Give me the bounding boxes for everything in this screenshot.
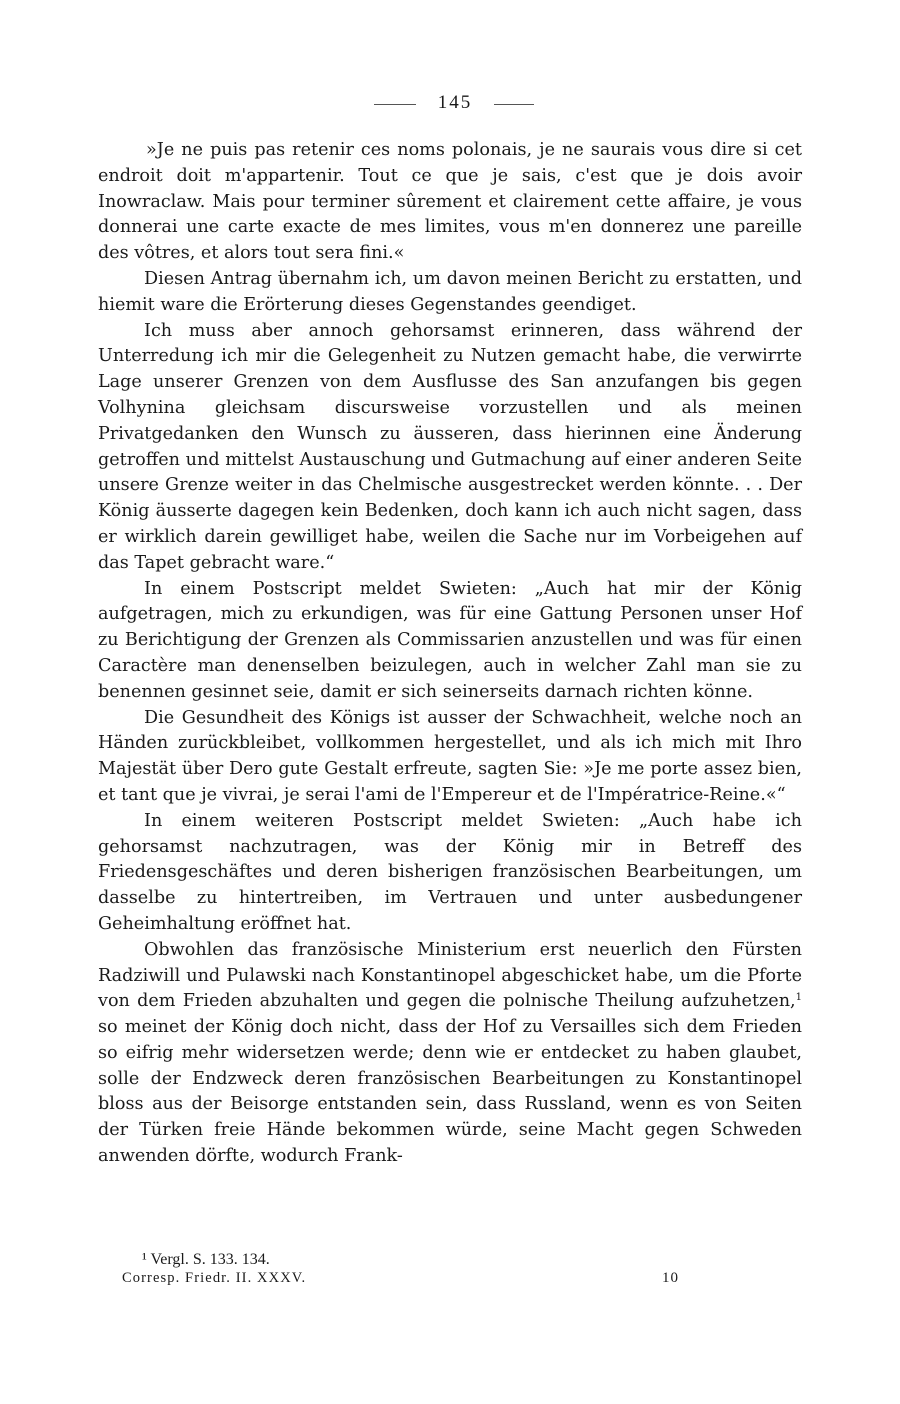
paragraph-postscript-1: In einem Postscript meldet Swieten: „Auch hat mir der König aufgetragen, mich zu erkundigen, was für eine Gattung Personen unser Hof zu Berichtigung der Grenzen als Commissarien anzustellen und was für einen Caractère man denenselben beizulegen, auch in welcher Zahl man sie zu benennen gesinnet seie, damit er sich seinerseits darnach richten könne. xyxy=(98,578,802,702)
sheet-number: 10 xyxy=(662,1270,679,1286)
page-number: 145 xyxy=(437,92,473,113)
paragraph-obwohlen xyxy=(98,938,802,1170)
body-text xyxy=(98,138,802,1170)
footnote: ¹ Vergl. S. 133. 134. xyxy=(142,1251,270,1268)
paragraph-obwohlen-text-a: Obwohlen das französische Ministerium erst neuerlich den Fürsten Radziwill und Pulawski nach Konstantinopel abgeschicket habe, um die Pforte von dem Frieden abzuhalten und gegen die polnische Theilung aufzuhetzen, xyxy=(98,939,802,1012)
paragraph-unterredung: Ich muss aber annoch gehorsamst erinneren, dass während der Unterredung ich mir die Gelegenheit zu Nutzen gemacht habe, die verwirrte Lage unserer Grenzen von dem Ausflusse des San anzufangen bis gegen Volhynina gleichsam discursweise vorzustellen und als meinen Privatgedanken den Wunsch zu äusseren, dass hierinnen eine Änderung getroffen und mittelst Austauschung und Gutmachung auf einer anderen Seite unsere Grenze weiter in das Chelmische ausgestrecket werden könnte. . . Der König äusserte dagegen kein Bedenken, doch kann ich auch nicht sagen, dass er wirklich darein gewilliget habe, weilen die Sache nur im Vorbeigehen auf das Tapet gebracht ware.“ xyxy=(98,320,802,573)
paragraph-obwohlen-text-b: so meinet der König doch nicht, dass der Hof zu Versailles sich dem Frieden so eifrig mehr widersetzen werde; denn wie er entdecket zu haben glaubet, solle der Endzweck deren französischen Bearbeitungen zu Konstantinopel bloss aus der Beisorge entstanden sein, dass Russland, wenn es von Seiten der Türken freie Hände bekommen würde, seine Macht gegen Schweden anwenden dörfte, wodurch Frank- xyxy=(98,1017,802,1167)
header-rule-right xyxy=(494,104,534,105)
paragraph-antrag: Diesen Antrag übernahm ich, um davon meinen Bericht zu erstatten, und hiemit ware die Erörterung dieses Gegenstandes geendiget. xyxy=(98,268,802,315)
paragraph-french-quote: »Je ne puis pas retenir ces noms polonais, je ne saurais vous dire si cet endroit doit m'appartenir. Tout ce que je sais, c'est que je dois avoir Inowraclaw. Mais pour terminer sûrement et clairement cette affaire, je vous donnerai une carte exacte de mes limites, vous m'en donnerez une pareille des vôtres, et alors tout sera fini.« xyxy=(98,140,802,264)
footnote-marker: 1 xyxy=(795,992,802,1004)
header-rule-left xyxy=(374,104,416,105)
page-header xyxy=(0,92,900,120)
signature-line: Corresp. Friedr. II. XXXV. xyxy=(122,1270,307,1286)
paragraph-gesundheit: Die Gesundheit des Königs ist ausser der Schwachheit, welche noch an Händen zurückbleibet, vollkommen hergestellet, und als ich mich mit Ihro Majestät über Dero gute Gestalt erfreute, sagten Sie: »Je me porte assez bien, et tant que je vivrai, je serai l'ami de l'Empereur et de l'Impératrice-Reine.«“ xyxy=(98,707,802,805)
paragraph-postscript-2: In einem weiteren Postscript meldet Swieten: „Auch habe ich gehorsamst nachzutragen, was der König mir in Betreff des Friedensgeschäftes und deren bisherigen französischen Bearbeitungen, um dasselbe zu hintertreiben, im Vertrauen und unter ausbedungener Geheimhaltung eröffnet hat. xyxy=(98,810,802,934)
